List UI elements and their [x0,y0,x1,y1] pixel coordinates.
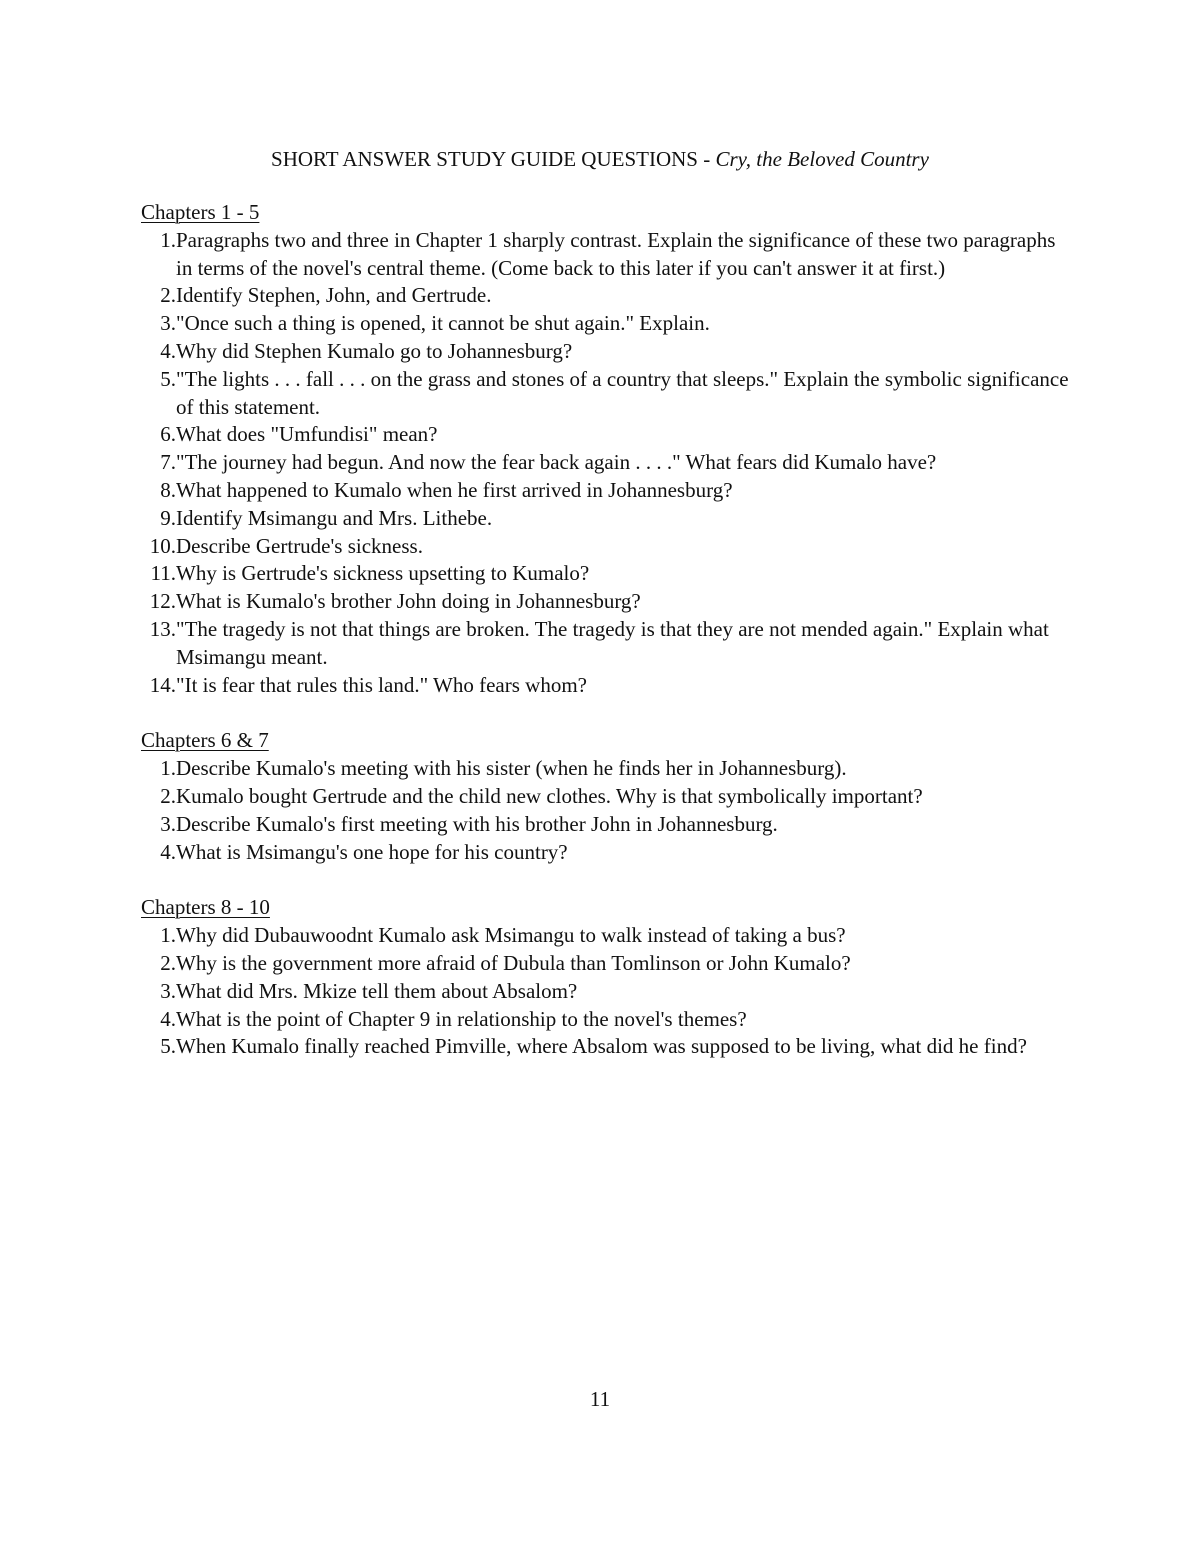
question-text: Identify Msimangu and Mrs. Lithebe. [176,505,493,530]
question-number: 4. [160,1006,176,1031]
question-item [141,672,1071,700]
question-list [141,922,1071,1061]
question-number: 2. [160,283,176,308]
page-number: 11 [589,1387,611,1411]
question-number: 2. [160,950,176,975]
question-text: What is Msimangu's one hope for his country? [176,839,568,864]
question-number: 1. [160,227,176,252]
question-item [141,560,1071,588]
question-text: What happened to Kumalo when he first arrived in Johannesburg? [176,477,733,502]
title-main: SHORT ANSWER STUDY GUIDE QUESTIONS - [271,147,716,171]
question-text: Describe Kumalo's first meeting with his brother John in Johannesburg. [176,811,778,836]
question-text: Why did Dubauwoodnt Kumalo ask Msimangu to walk instead of taking a bus? [176,923,846,948]
question-text: "The journey had begun. And now the fear back again . . . ." What fears did Kumalo have? [176,450,937,475]
question-item [141,811,1071,839]
question-text: "The lights . . . fall . . . on the grass and stones of a country that sleeps." Explain the symbolic significance of this statement. [176,366,1069,419]
question-item [141,978,1071,1006]
question-text: Why is Gertrude's sickness upsetting to Kumalo? [176,561,590,586]
title-book: Cry, the Beloved Country [715,147,929,171]
question-item [141,338,1071,366]
question-text: What is the point of Chapter 9 in relationship to the novel's themes? [176,1006,747,1031]
question-number: 5. [160,1034,176,1059]
question-item [141,477,1071,505]
question-text: Paragraphs two and three in Chapter 1 sharply contrast. Explain the significance of these two paragraphs in terms of the novel's central theme. (Come back to this later if you can't answer it at first.) [176,227,1056,280]
section-chapters-8-10 [141,894,1071,1061]
question-number: 4. [160,839,176,864]
question-text: Why is the government more afraid of Dubula than Tomlinson or John Kumalo? [176,950,851,975]
question-number: 6. [160,422,176,447]
question-number: 9. [160,505,176,530]
question-number: 3. [160,811,176,836]
question-item [141,839,1071,867]
question-text: Describe Gertrude's sickness. [176,533,423,558]
section-chapters-6-7 [141,727,1071,866]
question-text: Describe Kumalo's meeting with his sister (when he finds her in Johannesburg). [176,756,847,781]
question-text: "The tragedy is not that things are broken. The tragedy is that they are not mended again." Explain what Msimangu meant. [176,616,1049,669]
question-item [141,310,1071,338]
section-chapters-1-5 [141,199,1071,699]
question-text: "Once such a thing is opened, it cannot be shut again." Explain. [176,311,710,336]
question-content [141,199,1071,1089]
question-text: When Kumalo finally reached Pimville, where Absalom was supposed to be living, what did he find? [176,1034,1027,1059]
question-item [141,227,1071,283]
question-number: 2. [160,783,176,808]
question-item [141,421,1071,449]
question-item [141,1033,1071,1061]
question-item [141,950,1071,978]
question-text: "It is fear that rules this land." Who fears whom? [176,672,587,697]
question-item [141,922,1071,950]
question-number: 1. [160,923,176,948]
question-item [141,505,1071,533]
question-number: 12. [149,589,176,614]
question-item [141,282,1071,310]
question-number: 8. [160,477,176,502]
question-item [141,366,1071,422]
question-text: What does "Umfundisi" mean? [176,422,438,447]
section-heading: Chapters 8 - 10 [141,895,270,920]
question-text: Why did Stephen Kumalo go to Johannesburg? [176,338,573,363]
question-number: 7. [160,450,176,475]
question-number: 10. [149,533,176,558]
question-number: 13. [149,616,176,641]
question-item [141,783,1071,811]
question-item [141,755,1071,783]
question-item [141,616,1071,672]
question-item [141,1006,1071,1034]
question-number: 3. [160,978,176,1003]
question-item [141,533,1071,561]
question-number: 5. [160,366,176,391]
question-number: 4. [160,338,176,363]
question-item [141,588,1071,616]
section-heading: Chapters 6 & 7 [141,728,269,753]
question-text: Identify Stephen, John, and Gertrude. [176,283,492,308]
question-list [141,755,1071,866]
question-number: 3. [160,311,176,336]
question-text: What did Mrs. Mkize tell them about Absalom? [176,978,578,1003]
section-heading: Chapters 1 - 5 [141,200,260,224]
question-number: 14. [149,672,176,697]
question-item [141,449,1071,477]
question-list [141,227,1071,700]
question-text: What is Kumalo's brother John doing in Johannesburg? [176,589,641,614]
question-number: 11. [150,561,176,586]
question-text: Kumalo bought Gertrude and the child new clothes. Why is that symbolically important? [176,783,923,808]
page-title [0,145,1200,173]
question-number: 1. [160,756,176,781]
